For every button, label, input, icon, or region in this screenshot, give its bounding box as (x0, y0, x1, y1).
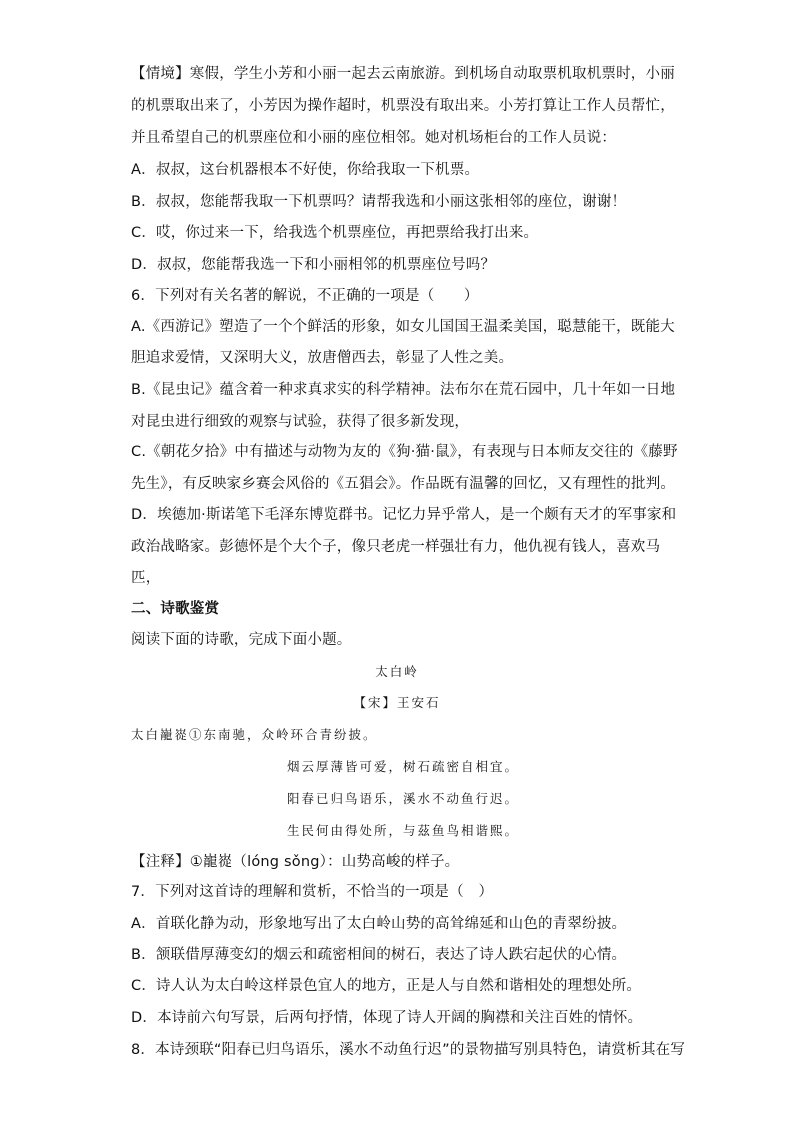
scenario-line-2: 的机票取出来了，小芳因为操作超时，机票没有取出来。小芳打算让工作人员帮忙， (131, 98, 675, 114)
poem-author: 【宋】王安石 (353, 695, 441, 710)
scenario-option-c: C．哎，你过来一下，给我选个机票座位，再把票给我打出来。 (131, 225, 539, 241)
poem-line-4: 生民何由得处所，与茲鱼鸟相谐熙。 (287, 823, 520, 838)
question-6-option-c-line-2: 先生》，有反映家乡赛会风俗的《五猖会》。作品既有温馨的回忆，又有理性的批判。 (131, 476, 676, 492)
poem-note: 【注释】①巃嵸（lóng sǒng）：山势高峻的样子。 (131, 854, 460, 870)
question-6-option-a-line-2: 胆追求爱情，又深明大义，放唐僧西去，彰显了人性之美。 (131, 350, 514, 366)
scenario-option-a: A．叔叔，这台机器根本不好使，你给我取一下机票。 (131, 162, 480, 178)
question-7-option-d: D．本诗前六句写景，后两句抒情，体现了诗人开阔的胸襟和关注百姓的情怀。 (131, 1010, 643, 1026)
question-6-option-c-line-1: C.《朝花夕拾》中有描述与动物为友的《狗·猫·鼠》，有表现与日本师友交往的《藤野 (131, 444, 678, 460)
poem-line-3: 阳春已归鸟语乐，溪水不动鱼行迟。 (287, 791, 520, 806)
scenario-line-1: 【情境】寒假，学生小芳和小丽一起去云南旅游。到机场自动取票机取机票时，小丽 (131, 66, 675, 82)
question-8-stem: 8．本诗颈联“阳春已归鸟语乐，溪水不动鱼行迟”的景物描写别具特色，请赏析其在写 (131, 1042, 686, 1058)
poem-line-2: 烟云厚薄皆可爱，树石疏密自相宜。 (287, 759, 520, 774)
question-6-option-d-line-1: D．埃德加·斯诺笔下毛泽东博览群书。记忆力异乎常人，是一个颇有天才的军事家和 (131, 507, 677, 523)
question-6-option-b-line-1: B.《昆虫记》蕴含着一种求真求实的科学精神。法布尔在荒石园中，几十年如一日地 (131, 382, 676, 398)
question-6-option-d-line-3: 匹， (131, 570, 161, 586)
question-7-option-b: B．颔联借厚薄变幻的烟云和疏密相间的树石，表达了诗人跌宕起伏的心情。 (131, 947, 627, 963)
scenario-option-d: D．叔叔，您能帮我选一下和小丽相邻的机票座位号吗？ (131, 257, 496, 273)
scenario-line-3: 并且希望自己的机票座位和小丽的座位相邻。她对机场柜台的工作人员说： (131, 130, 617, 146)
question-6-option-b-line-2: 对昆虫进行细致的观察与试验，获得了很多新发现， (131, 414, 470, 430)
poem-title: 太白岭 (375, 664, 419, 679)
question-6-stem: 6．下列对有关名著的解说，不正确的一项是（ ） (131, 288, 479, 304)
scenario-option-b: B．叔叔，您能帮我取一下机票吗？请帮我选和小丽这张相邻的座位，谢谢！ (131, 194, 627, 210)
question-7-stem: 7．下列对这首诗的理解和赏析，不恰当的一项是（ ） (131, 884, 494, 900)
question-6-option-d-line-2: 政治战略家。彭德怀是个大个子，像只老虎一样强壮有力，他仇视有钱人，喜欢马 (131, 539, 661, 555)
section-heading: 二、诗歌鉴赏 (131, 601, 220, 617)
question-6-option-a-line-1: A.《西游记》塑造了一个个鲜活的形象，如女儿国国王温柔美国，聪慧能干，既能大 (131, 319, 675, 335)
section-instruction: 阅读下面的诗歌，完成下面小题。 (131, 632, 352, 648)
question-7-option-a: A．首联化静为动，形象地写出了太白岭山势的高耸绵延和山色的青翠纷披。 (131, 916, 627, 932)
poem-line-1: 太白巃嵸①东南驰，众岭环合青纷披。 (131, 727, 378, 742)
question-7-option-c: C．诗人认为太白岭这样景色宜人的地方，正是人与自然和谐相处的理想处所。 (131, 978, 642, 994)
